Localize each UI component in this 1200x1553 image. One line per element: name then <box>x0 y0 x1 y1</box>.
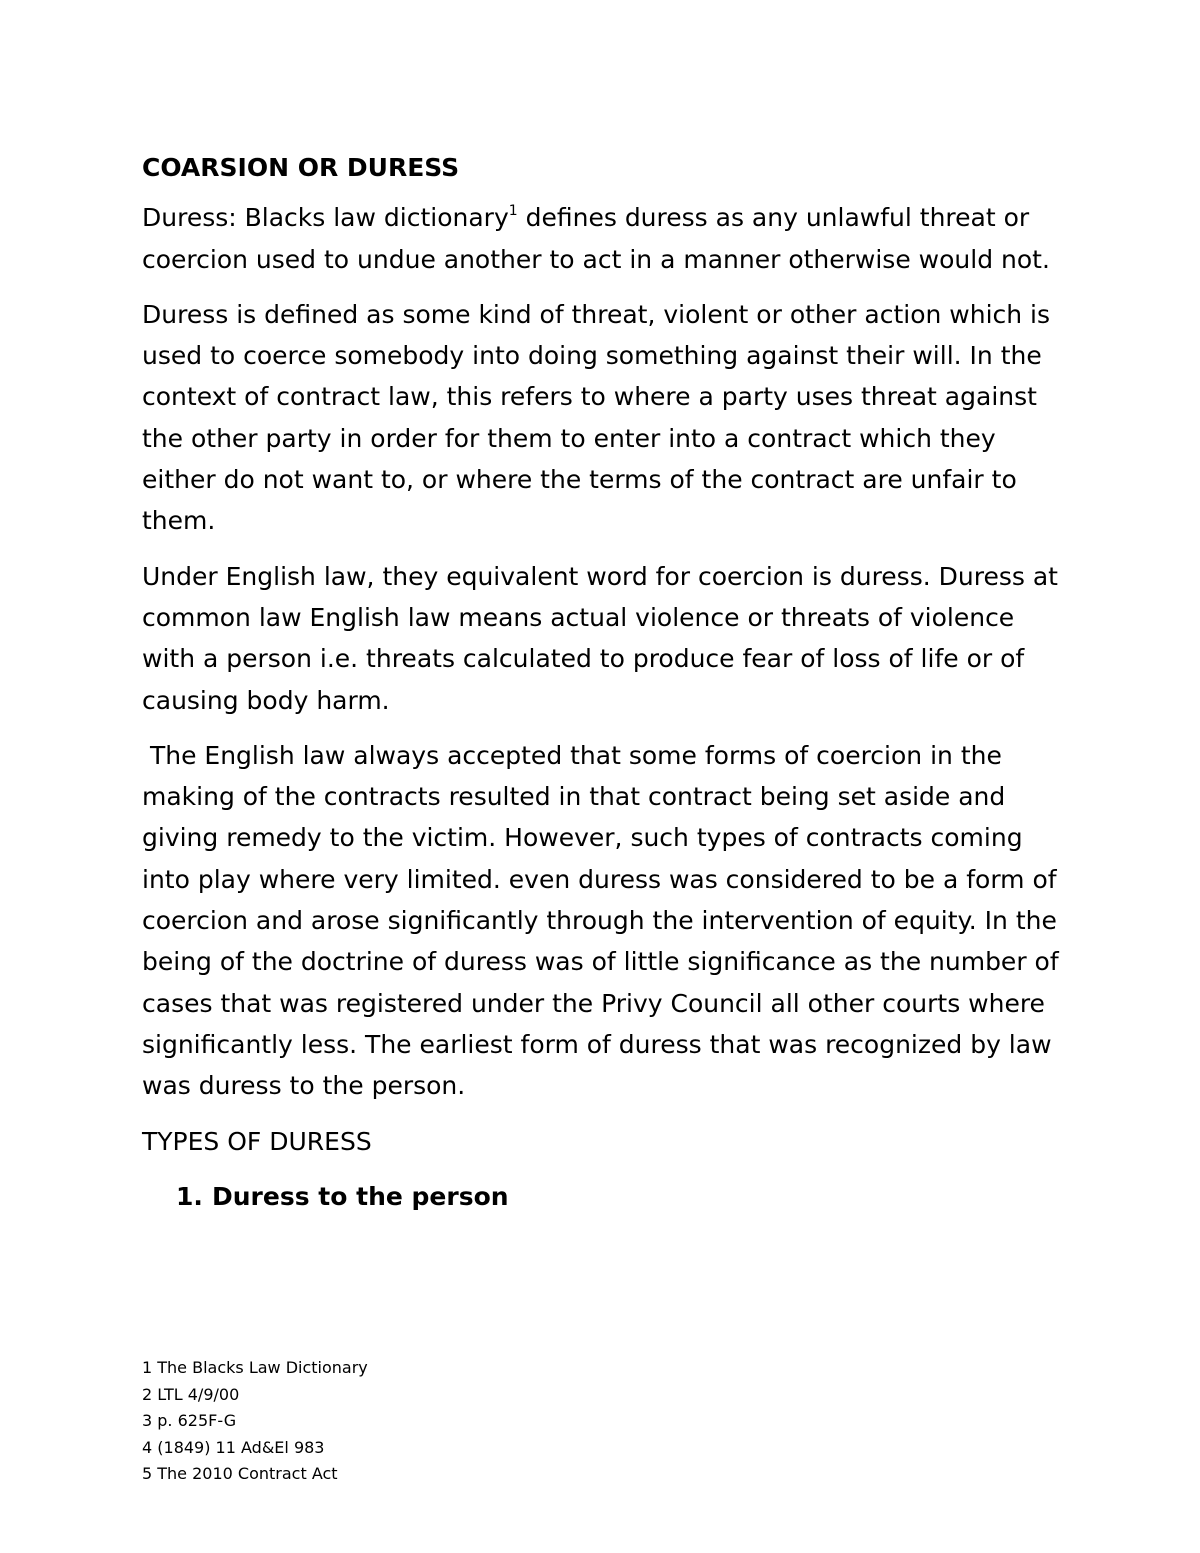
footnote-5: 5 The 2010 Contract Act <box>142 1464 338 1483</box>
paragraph-english-law: Under English law, they equivalent word for coercion is duress. Duress at common law English law means actual violence or threats of violence with a person i.e. threats calculated to produce fear of loss of life or of causing body harm. <box>142 561 1058 715</box>
section-heading-types: TYPES OF DURESS <box>142 1126 372 1156</box>
paragraph-text: defines duress as any unlawful threat or coercion used to undue another to act in a manner otherwise would not. <box>142 203 1050 274</box>
footnote-1: 1 The Blacks Law Dictionary <box>142 1358 368 1377</box>
footnote-3: 3 p. 625F-G <box>142 1411 237 1430</box>
footnote-2: 2 LTL 4/9/00 <box>142 1384 240 1404</box>
list-item-number: 1. <box>176 1181 203 1211</box>
paragraph-duress-explained: Duress is defined as some kind of threat, violent or other action which is used to coerce somebody into doing something against their will. In the context of contract law, this refers to where a party uses threat against the other party in order for them to enter into a contract which they either do not want to, or where the terms of the contract are unfair to them. <box>142 299 1051 536</box>
document-title: COARSION OR DURESS <box>142 153 460 182</box>
footnotes <box>142 1355 1042 1488</box>
paragraph-duress-definition <box>142 197 1072 280</box>
list-item-duress-to-person <box>142 1176 1072 1217</box>
footnote-reference[interactable]: 1 <box>508 203 518 220</box>
footnote-4: 4 (1849) 11 Ad&El 983 <box>142 1437 325 1457</box>
paragraph-history: The English law always accepted that some forms of coercion in the making of the contracts resulted in that contract being set aside and giving remedy to the victim. However, such types of contracts coming into play where very limited. even duress was considered to be a form of coercion and arose significantly through the intervention of equity. In the being of the doctrine of duress was of little significance as the number of cases that was registered under the Privy Council all other courts where significantly less. The earliest form of duress that was recognized by law was duress to the person. <box>142 740 1067 1101</box>
paragraph-text: Duress: Blacks law dictionary <box>142 203 509 233</box>
document-body <box>142 147 1072 1217</box>
list-item-label: Duress to the person <box>212 1181 509 1211</box>
